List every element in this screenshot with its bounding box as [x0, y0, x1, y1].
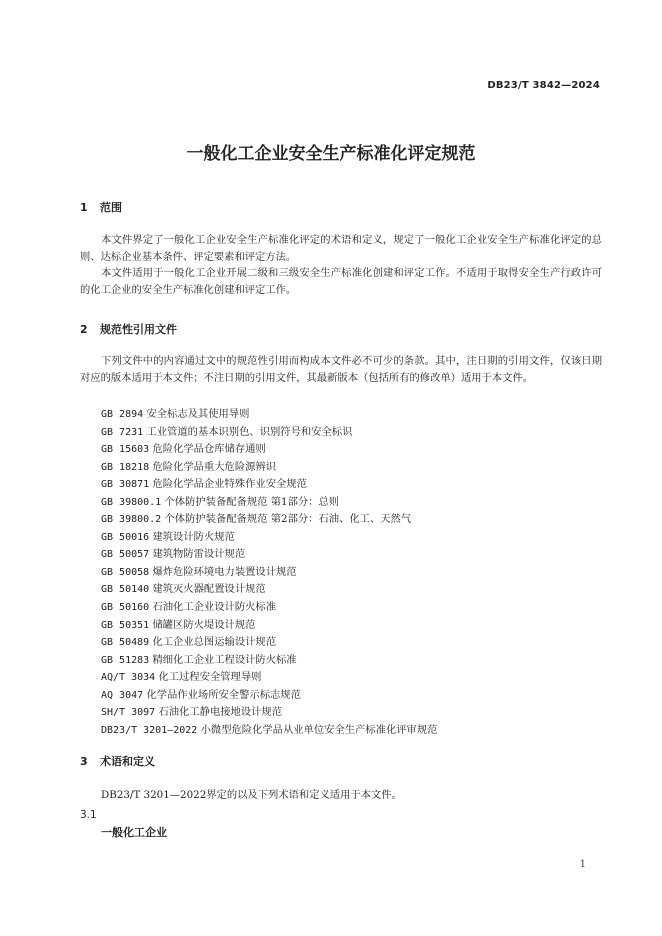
reference-code: AQ 3047 [101, 689, 144, 701]
reference-title: 化工过程安全管理导则 [158, 671, 262, 684]
reference-code: GB 2894 [101, 409, 144, 420]
reference-item [101, 634, 601, 652]
reference-code: GB 50489 [101, 637, 150, 649]
section-number: 2 [80, 323, 88, 336]
reference-code: GB 50140 [101, 584, 150, 596]
reference-title: 个体防护装备配备规范 第1部分：总则 [164, 495, 340, 508]
reference-item [101, 529, 601, 547]
document-title: 一般化工企业安全生产标准化评定规范 [186, 144, 476, 164]
reference-item [101, 581, 601, 599]
reference-code: GB 50016 [101, 531, 150, 543]
terms-intro: DB23/T 3201—2022界定的以及下列术语和定义适用于本文件。 [101, 789, 402, 801]
reference-title: 个体防护装备配备规范 第2部分：石油、化工、天然气 [164, 513, 412, 526]
reference-item [101, 652, 601, 670]
reference-title: 工业管道的基本识别色、识别符号和安全标识 [146, 425, 353, 438]
section-title: 规范性引用文件 [100, 323, 177, 336]
reference-title: 危险化学品仓库储存通则 [152, 443, 266, 456]
reference-code: DB23/T 3201—2022 [101, 724, 198, 736]
reference-item [101, 441, 601, 459]
reference-title: 化学品作业场所安全警示标志规范 [146, 688, 301, 701]
scope-paragraph-1: 本文件界定了一般化工企业安全生产标准化评定的术语和定义，规定了一般化工企业安全生产标准化评定的总则、达标企业基本条件、评定要素和评定方法。 [80, 234, 602, 263]
reference-code: GB 15603 [101, 444, 150, 456]
reference-code: GB 50351 [101, 619, 150, 631]
reference-code: GB 50057 [101, 549, 150, 561]
reference-item [101, 406, 601, 424]
reference-item [101, 546, 601, 564]
reference-code: GB 30871 [101, 479, 150, 491]
reference-item [101, 564, 601, 582]
term-heading: 一般化工企业 [101, 826, 167, 839]
reference-title: 危险化学品企业特殊作业安全规范 [152, 478, 307, 491]
reference-item [101, 704, 601, 722]
reference-code: GB 50058 [101, 566, 150, 578]
reference-code: SH/T 3097 [101, 707, 156, 719]
reference-title: 石油化工静电接地设计规范 [158, 706, 283, 719]
subsection-number: 3.1 [80, 809, 97, 821]
reference-code: GB 39800.2 [101, 514, 162, 526]
reference-item [101, 424, 601, 442]
page-number: 1 [579, 859, 586, 870]
section-1-heading [80, 199, 122, 215]
scope-paragraph-2: 本文件适用于一般化工企业开展二级和三级安全生产标准化创建和评定工作。不适用于取得安全生产行政许可的化工企业的安全生产标准化创建和评定工作。 [80, 267, 602, 296]
section-number: 3 [80, 755, 88, 768]
section-2-heading [80, 321, 177, 337]
section-3-heading [80, 753, 155, 769]
reference-code: GB 51283 [101, 654, 150, 666]
reference-item [101, 599, 601, 617]
reference-title: 小微型危险化学品从业单位安全生产标准化评审规范 [200, 723, 438, 736]
reference-title: 化工企业总图运输设计规范 [152, 636, 277, 649]
reference-title: 危险化学品重大危险源辨识 [152, 460, 277, 473]
reference-item [101, 476, 601, 494]
reference-code: AQ/T 3034 [101, 672, 156, 684]
section-title: 术语和定义 [100, 755, 155, 768]
reference-title: 建筑设计防火规范 [152, 530, 235, 543]
document-code: DB23/T 3842—2024 [487, 80, 600, 91]
reference-item [101, 459, 601, 477]
reference-item [101, 511, 601, 529]
reference-list [101, 406, 601, 739]
reference-item [101, 617, 601, 635]
reference-title: 石油化工企业设计防火标准 [152, 601, 277, 614]
reference-title: 储罐区防火堤设计规范 [152, 618, 256, 631]
reference-title: 建筑灭火器配置设计规范 [152, 583, 266, 596]
reference-code: GB 50160 [101, 602, 150, 614]
reference-item [101, 722, 601, 740]
reference-title: 安全标志及其使用导则 [146, 408, 250, 420]
reference-item [101, 687, 601, 705]
reference-code: GB 18218 [101, 461, 150, 473]
reference-title: 爆炸危险环境电力装置设计规范 [152, 565, 297, 578]
reference-title: 精细化工企业工程设计防火标准 [152, 653, 297, 666]
references-intro: 下列文件中的内容通过文中的规范性引用而构成本文件必不可少的条款。其中，注日期的引用文件，仅该日期对应的版本适用于本文件；不注日期的引用文件，其最新版本（包括所有的修改单）适用于本文件。 [80, 355, 602, 384]
section-number: 1 [80, 201, 88, 214]
reference-code: GB 39800.1 [101, 496, 162, 508]
reference-title: 建筑物防雷设计规范 [152, 548, 246, 561]
reference-item [101, 669, 601, 687]
reference-code: GB 7231 [101, 426, 144, 438]
section-title: 范围 [100, 201, 122, 214]
reference-item [101, 494, 601, 512]
